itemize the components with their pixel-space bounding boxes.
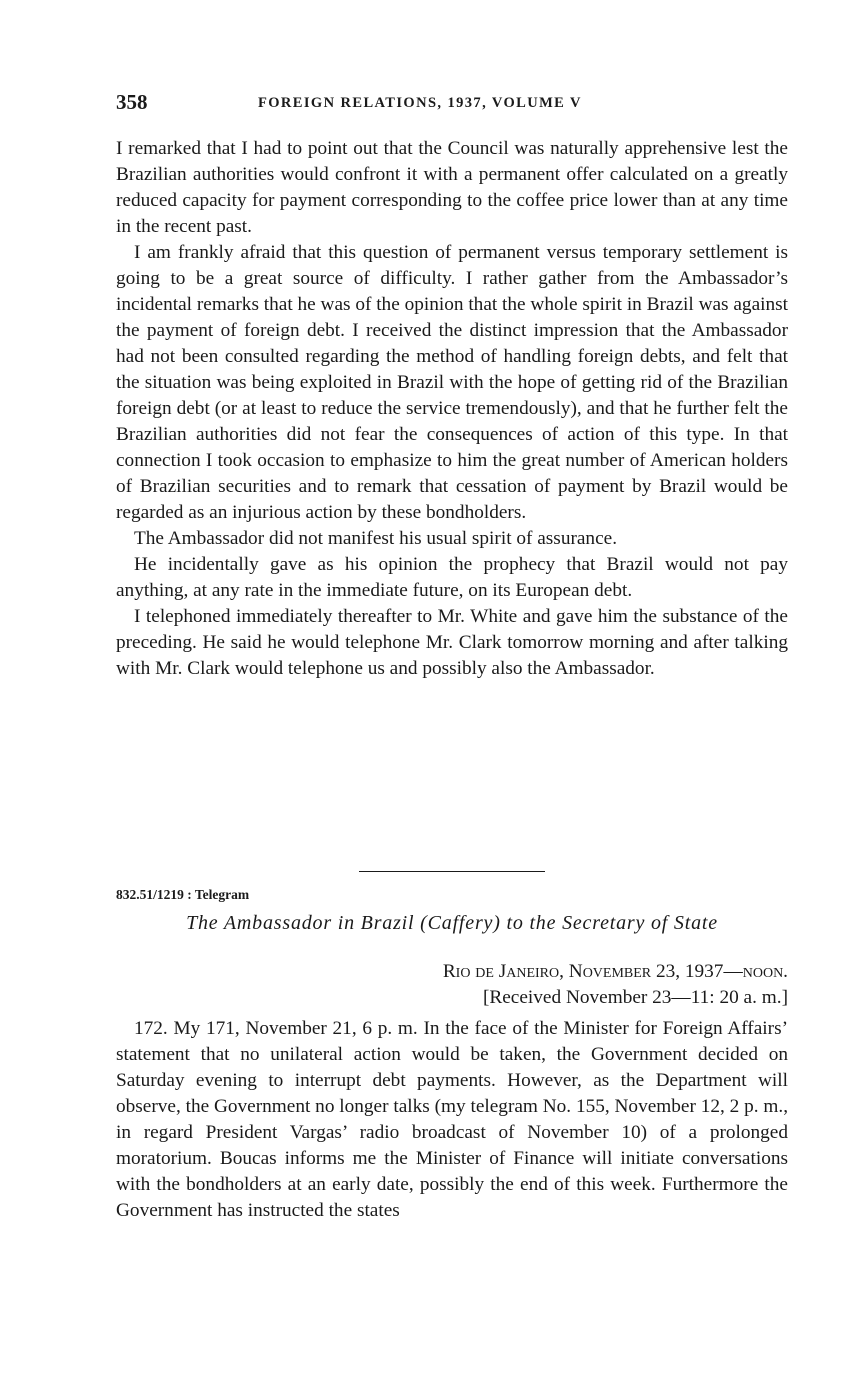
memo-paragraph: I remarked that I had to point out that the Council was naturally apprehensive lest the Brazilian authorities would confront it with a permanent offer calculated on a greatly reduced capacity for payment corresponding to the coffee price lower than at any time in the recent past. xyxy=(116,138,788,237)
dateline: Rio de Janeiro, November 23, 1937—noon. xyxy=(442,961,788,982)
page-header xyxy=(116,90,788,116)
running-head: FOREIGN RELATIONS, 1937, VOLUME V xyxy=(258,95,582,111)
telegram-text: 172. My 171, November 21, 6 p. m. In the face of the Minister for Foreign Affairs’ statement that no unilateral action would be taken, the Government decided on Saturday evening to interrupt debt payments. However, as the Department will observe, the Government no longer talks (my telegram No. 155, November 12, 2 p. m., in regard President Vargas’ radio broadcast of November 10) of a prolonged moratorium. Boucas informs me the Minister of Finance will initiate conversations with the bondholders at an early date, possibly the end of this week. Furthermore the Government has instructed the states xyxy=(116,1018,789,1221)
section-divider xyxy=(359,871,545,872)
received-line: [Received November 23—11: 20 a. m.] xyxy=(482,987,788,1008)
memo-paragraph: He incidentally gave as his opinion the prophecy that Brazil would not pay anything, at any rate in the immediate future, on its European debt. xyxy=(116,554,788,601)
page-number: 358 xyxy=(116,90,148,114)
memo-paragraph: The Ambassador did not manifest his usual spirit of assurance. xyxy=(134,528,618,549)
telegram-body xyxy=(116,1016,788,1224)
document-title: The Ambassador in Brazil (Caffery) to the Secretary of State xyxy=(186,912,718,934)
memo-paragraph: I telephoned immediately thereafter to Mr. White and gave him the substance of the preceding. He said he would telephone Mr. Clark tomorrow morning and after talking with Mr. Clark would telephone us and possibly also the Ambassador. xyxy=(116,606,788,679)
dateline-block xyxy=(116,959,788,1011)
file-reference: 832.51/1219 : Telegram xyxy=(116,887,250,902)
memo-body xyxy=(116,136,788,682)
memo-paragraph: I am frankly afraid that this question of permanent versus temporary settlement is going to be a great source of difficulty. I rather gather from the Ambassador’s incidental remarks that he was of the opinion that the whole spirit in Brazil was against the payment of foreign debt. I received the distinct impression that the Ambassador had not been consulted regarding the method of handling foreign debts, and felt that the situation was being exploited in Brazil with the hope of getting rid of the Brazilian foreign debt (or at least to reduce the service tremendously), and that he further felt the Brazilian authorities did not fear the consequences of action of this type. In that connection I took occasion to emphasize to him the great number of American holders of Brazilian securities and to remark that cessation of payment by Brazil would be regarded as an injurious action by these bondholders. xyxy=(116,242,788,523)
